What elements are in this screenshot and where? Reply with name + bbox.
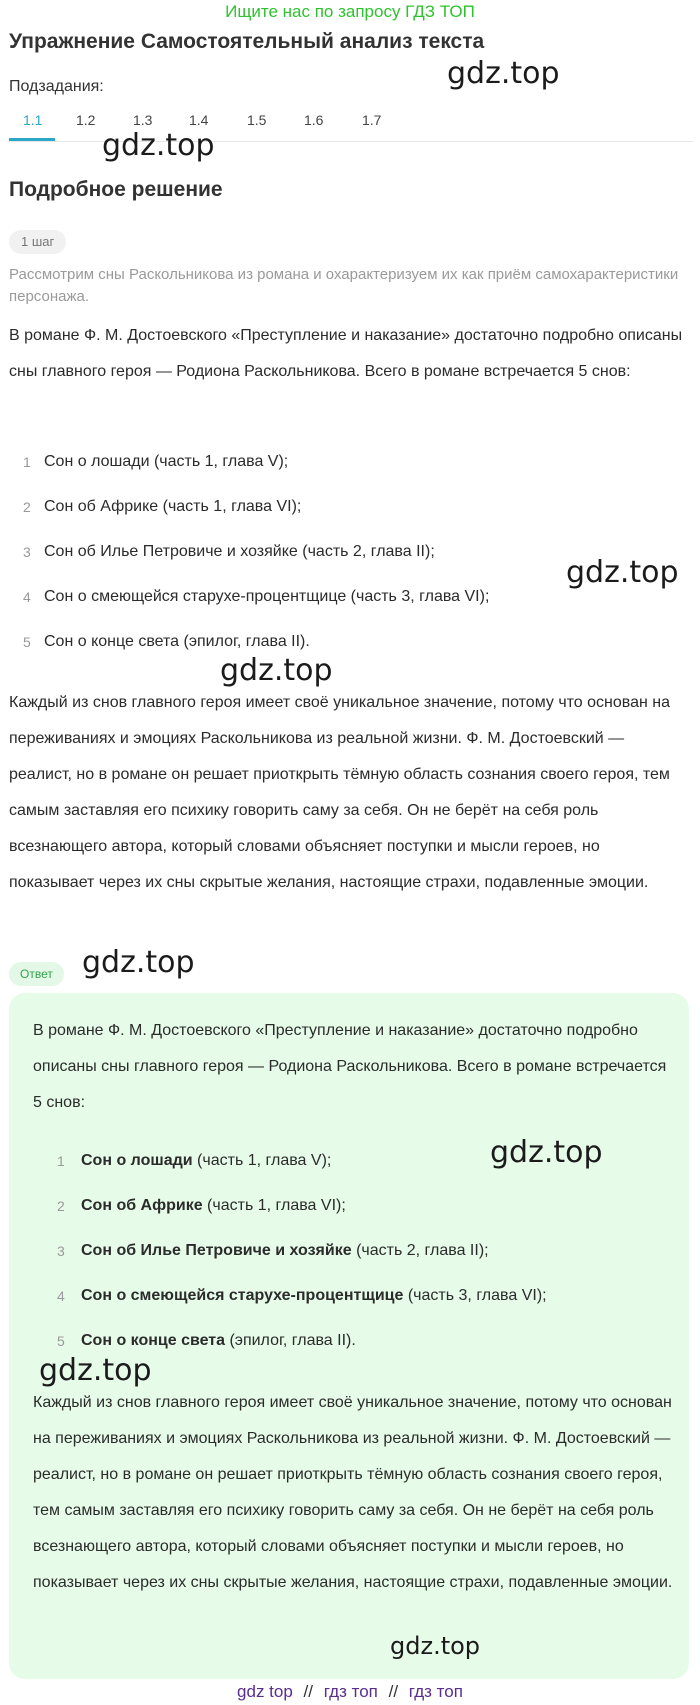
watermark: gdz.top — [390, 1632, 481, 1660]
tab-1-7[interactable]: 1.7 — [362, 112, 382, 128]
list-number: 3 — [57, 1243, 65, 1259]
list-text: (часть 1, глава V); — [192, 1152, 332, 1169]
footer-separator: // — [388, 1682, 399, 1701]
list-item — [33, 1284, 673, 1329]
footer-links — [0, 1680, 700, 1704]
answer-box — [9, 993, 689, 1679]
watermark: gdz.top — [490, 1135, 603, 1170]
footer-link-gdz-top[interactable]: gdz top — [237, 1682, 293, 1701]
list-number: 4 — [23, 589, 31, 605]
list-text: (часть 3, глава VI); — [403, 1287, 547, 1304]
list-number: 2 — [57, 1198, 65, 1214]
list-number: 1 — [23, 454, 31, 470]
solution-conclusion: Каждый из снов главного героя имеет своё уникальное значение, потому что основан на переживаниях и эмоциях Раскольникова из реальной жизни. Ф. М. Достоевский — реалист, но в романе он решает приоткрыть тёмную область сознания своего героя, тем самым заставляя его психику говорить саму за себя. Он не берёт на себя роль всезнающего автора, который словами объясняет поступки и мысли героев, но показывает через их сны скрытые желания, настоящие страхи, подавленные эмоции. — [9, 694, 671, 891]
watermark: gdz.top — [566, 555, 679, 590]
step-description: Рассмотрим сны Раскольникова из романа и охарактеризуем их как приём самохарактеристики персонажа. — [9, 266, 679, 305]
list-item — [9, 495, 689, 540]
tab-1-6[interactable]: 1.6 — [304, 112, 324, 128]
tab-1-5[interactable]: 1.5 — [247, 112, 267, 128]
list-bold-text: Сон об Африке — [81, 1197, 203, 1214]
list-item — [9, 630, 689, 675]
step-badge: 1 шаг — [9, 230, 66, 254]
list-text: (часть 2, глава II); — [351, 1242, 489, 1259]
solution-intro: В романе Ф. М. Достоевского «Преступление и наказание» достаточно подробно описаны сны главного героя — Родиона Раскольникова. Всего в романе встречается 5 снов: — [9, 327, 683, 380]
answer-conclusion: Каждый из снов главного героя имеет своё уникальное значение, потому что основан на переживаниях и эмоциях Раскольникова из реальной жизни. Ф. М. Достоевский — реалист, но в романе он решает приоткрыть тёмную область сознания своего героя, тем самым заставляя его психику говорить саму за себя. Он не берёт на себя роль всезнающего автора, который словами объясняет поступки и мысли героев, но показывает через их сны скрытые желания, настоящие страхи, подавленные эмоции. — [33, 1394, 673, 1591]
footer-link-gdz-top-ru-2[interactable]: гдз топ — [408, 1682, 463, 1701]
watermark: gdz.top — [447, 56, 560, 91]
list-number: 2 — [23, 499, 31, 515]
list-bold-text: Сон об Илье Петровиче и хозяйке — [81, 1242, 352, 1259]
list-text: Сон о смеющейся старухе-процентщице (часть 3, глава VI); — [44, 588, 490, 605]
list-bold-text: Сон о лошади — [81, 1152, 193, 1169]
list-text: Сон о лошади (часть 1, глава V); — [44, 453, 289, 470]
section-title: Подробное решение — [9, 178, 223, 201]
top-banner[interactable]: Ищите нас по запросу ГДЗ ТОП — [225, 2, 475, 21]
list-text: Сон об Илье Петровиче и хозяйке (часть 2, глава II); — [44, 543, 435, 560]
tab-1-4[interactable]: 1.4 — [189, 112, 209, 128]
watermark: gdz.top — [82, 945, 195, 980]
list-item — [33, 1194, 673, 1239]
watermark: gdz.top — [220, 653, 333, 688]
list-text: (эпилог, глава II). — [225, 1332, 356, 1349]
list-item — [9, 450, 689, 495]
list-item — [33, 1239, 673, 1284]
list-bold-text: Сон о конце света — [81, 1332, 226, 1349]
list-number: 5 — [57, 1333, 65, 1349]
page-title: Упражнение Самостоятельный анализ текста — [9, 30, 485, 53]
active-tab-indicator — [9, 138, 55, 141]
list-text: Сон об Африке (часть 1, глава VI); — [44, 498, 302, 515]
answer-list — [33, 1149, 673, 1374]
answer-badge: Ответ — [9, 962, 64, 986]
answer-intro: В романе Ф. М. Достоевского «Преступление и наказание» достаточно подробно описаны сны главного героя — Родиона Раскольникова. Всего в романе встречается 5 снов: — [33, 1022, 667, 1111]
list-number: 4 — [57, 1288, 65, 1304]
tab-1-2[interactable]: 1.2 — [76, 112, 96, 128]
list-bold-text: Сон о смеющейся старухе-процентщице — [81, 1287, 404, 1304]
footer-separator: // — [303, 1682, 313, 1701]
watermark: gdz.top — [102, 128, 215, 163]
list-text: Сон о конце света (эпилог, глава II). — [44, 633, 310, 650]
subtasks-label: Подзадания: — [9, 78, 104, 95]
footer-link-gdz-top-ru[interactable]: гдз топ — [323, 1682, 378, 1701]
tab-1-3[interactable]: 1.3 — [133, 112, 153, 128]
tab-1-1[interactable]: 1.1 — [23, 112, 43, 128]
list-text: (часть 1, глава VI); — [202, 1197, 346, 1214]
watermark: gdz.top — [39, 1353, 152, 1388]
list-number: 1 — [57, 1153, 65, 1169]
list-number: 5 — [23, 634, 31, 650]
list-item — [9, 585, 689, 630]
list-number: 3 — [23, 544, 31, 560]
